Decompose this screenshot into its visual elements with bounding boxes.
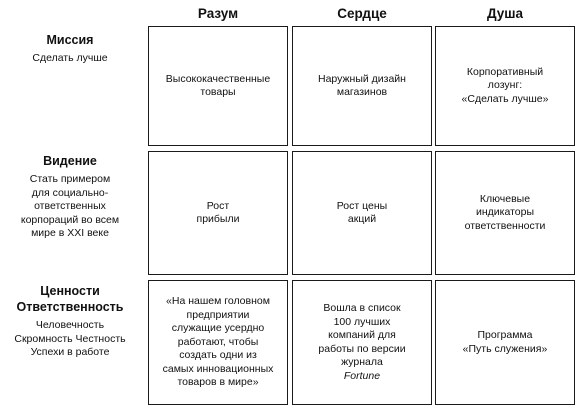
- cell-line: самых инновационных: [162, 362, 274, 375]
- cell-line: лозунг:: [487, 79, 523, 92]
- cell-line: работы по версии: [318, 342, 406, 355]
- cell-line: Программа: [477, 329, 533, 341]
- row-title-mission: Миссия: [46, 33, 94, 47]
- row-body-values: [0, 319, 140, 360]
- cell-line: Корпоративный: [466, 65, 544, 78]
- cell-line: Рост цены: [336, 199, 388, 212]
- cell-line: создать одни из: [179, 349, 257, 362]
- row-title-responsibility: Ответственность: [16, 300, 124, 314]
- cell-line: Наружный дизайн: [318, 72, 406, 85]
- row-body-line: Сделать лучше: [32, 52, 108, 64]
- cell-line-text: журнала: [341, 356, 383, 368]
- cell-line: «Путь служения»: [462, 342, 548, 355]
- row-body-vision: [0, 173, 140, 241]
- cell-line: Высококачественные: [165, 72, 271, 85]
- cell-line: предприятии: [186, 308, 250, 321]
- cell-line: [318, 356, 405, 383]
- row-title-values: Ценности: [40, 284, 100, 298]
- column-header-soul: Душа: [486, 6, 524, 21]
- cell-values-mind: [148, 280, 288, 405]
- row-header-mission: [0, 32, 140, 66]
- cell-vision-mind: [148, 151, 288, 275]
- row-body-line: Успехи в работе: [30, 346, 110, 358]
- cell-line: компаний для: [328, 329, 396, 341]
- row-body-line: корпораций во всем: [20, 213, 120, 226]
- row-header-values: [0, 283, 140, 360]
- cell-mission-soul: [435, 26, 575, 146]
- row-body-line: для социально-: [31, 186, 109, 199]
- row-title-vision: Видение: [43, 154, 97, 168]
- cell-line: товаров в мире»: [177, 376, 259, 389]
- cell-line: Ключевые: [479, 192, 531, 205]
- cell-values-soul: [435, 280, 575, 405]
- cell-line: 100 лучших: [333, 315, 391, 328]
- cell-line: ответственности: [464, 219, 546, 232]
- cell-vision-heart: [292, 151, 432, 275]
- cell-vision-soul: [435, 151, 575, 275]
- row-body-line: Человечность: [35, 319, 105, 331]
- cell-line: Вошла в список: [323, 302, 401, 314]
- cell-line: служащие усердно: [171, 322, 265, 335]
- journal-name: Fortune: [343, 369, 381, 382]
- cell-line: товары: [200, 86, 236, 98]
- cell-line: акций: [347, 213, 377, 225]
- cell-line: магазинов: [336, 86, 388, 98]
- cell-values-heart: [292, 280, 432, 405]
- column-header-heart: Сердце: [337, 6, 387, 21]
- cell-line: Рост: [206, 199, 230, 212]
- row-header-vision: [0, 153, 140, 241]
- cell-mission-mind: [148, 26, 288, 146]
- row-body-mission: [0, 52, 140, 66]
- column-header-mind: Разум: [197, 6, 239, 21]
- cell-line: прибыли: [196, 213, 240, 225]
- row-body-line: Стать примером: [29, 173, 111, 185]
- row-body-line: мире в XXI веке: [31, 227, 109, 239]
- cell-line: индикаторы: [475, 206, 534, 219]
- cell-line: «Сделать лучше»: [461, 92, 549, 105]
- cell-line: работают, чтобы: [177, 335, 259, 348]
- row-body-line: Скромность Честность: [14, 332, 126, 345]
- cell-line: «На нашем головном: [166, 295, 270, 308]
- row-body-line: ответственных: [34, 200, 106, 212]
- cell-mission-heart: [292, 26, 432, 146]
